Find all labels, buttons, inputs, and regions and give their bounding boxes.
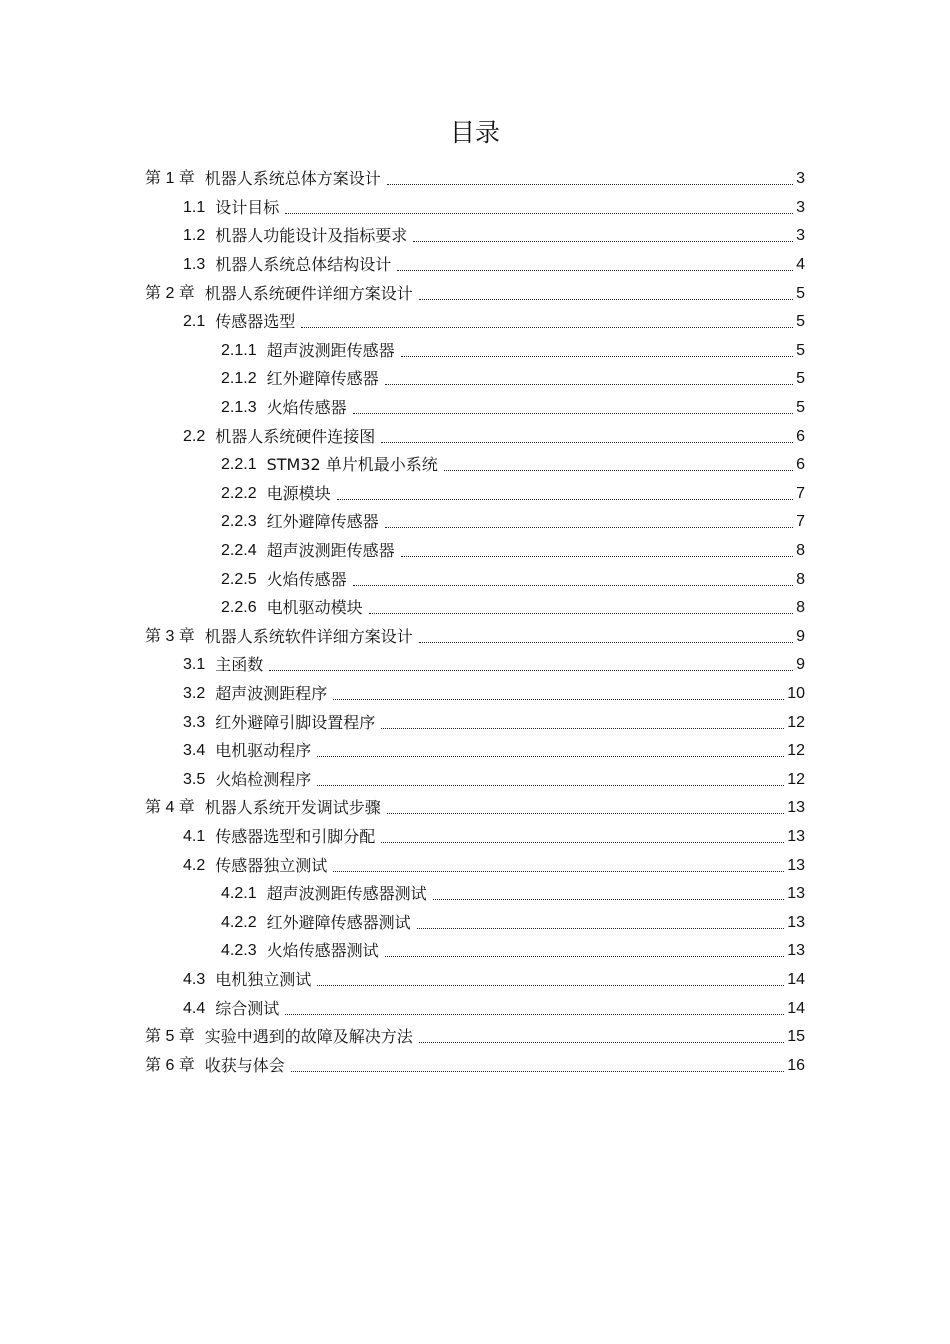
toc-entry[interactable] bbox=[145, 908, 805, 937]
toc-entry-number: 2.1.1 bbox=[221, 341, 257, 359]
toc-entry-title: 电机驱动程序 bbox=[215, 741, 312, 761]
toc-entry[interactable] bbox=[145, 394, 805, 423]
toc-entry-title: 机器人系统总体结构设计 bbox=[215, 255, 392, 275]
toc-entry[interactable] bbox=[145, 422, 805, 451]
toc-entry-page-number: 3 bbox=[796, 227, 805, 245]
toc-entry-title: 电机独立测试 bbox=[215, 969, 312, 989]
toc-entry-title: 机器人功能设计及指标要求 bbox=[215, 226, 408, 246]
toc-entry-page-number: 8 bbox=[796, 570, 805, 588]
dot-leader bbox=[291, 1056, 784, 1076]
toc-entry[interactable] bbox=[145, 851, 805, 880]
toc-entry-number: 4.3 bbox=[183, 970, 206, 988]
toc-entry[interactable] bbox=[145, 308, 805, 337]
toc-entry-number: 3.3 bbox=[183, 713, 206, 731]
toc-entry-page-number: 5 bbox=[796, 341, 805, 359]
dot-leader bbox=[333, 684, 784, 704]
toc-entry-number: 4.2.2 bbox=[221, 913, 257, 931]
toc-entry-page-number: 8 bbox=[796, 542, 805, 560]
toc-entry[interactable] bbox=[145, 737, 805, 766]
toc-entry-page-number: 13 bbox=[787, 885, 805, 903]
toc-entry[interactable] bbox=[145, 966, 805, 995]
toc-entry-page-number: 5 bbox=[796, 313, 805, 331]
toc-entry-title: 设计目标 bbox=[215, 197, 280, 217]
dot-leader bbox=[385, 512, 793, 532]
toc-entry-title: 实验中遇到的故障及解决方法 bbox=[204, 1027, 413, 1047]
dot-leader bbox=[317, 741, 784, 761]
toc-entry-title: 电源模块 bbox=[266, 483, 331, 503]
toc-entry-number: 4.4 bbox=[183, 999, 206, 1017]
dot-leader bbox=[419, 1027, 784, 1047]
toc-entry-title: 红外避障传感器 bbox=[266, 369, 379, 389]
toc-entry[interactable] bbox=[145, 937, 805, 966]
toc-entry-number: 4.1 bbox=[183, 827, 206, 845]
toc-entry-title: 主函数 bbox=[215, 655, 264, 675]
dot-leader bbox=[353, 570, 793, 590]
toc-entry[interactable] bbox=[145, 680, 805, 709]
toc-entry-title: 机器人系统硬件连接图 bbox=[215, 426, 376, 446]
dot-leader bbox=[301, 312, 793, 332]
toc-entry-page-number: 8 bbox=[796, 599, 805, 617]
toc-entry[interactable] bbox=[145, 994, 805, 1023]
dot-leader bbox=[333, 856, 784, 876]
toc-entry-title: 电机驱动模块 bbox=[266, 598, 363, 618]
toc-entry-page-number: 6 bbox=[796, 427, 805, 445]
toc-entry-page-number: 15 bbox=[787, 1028, 805, 1046]
toc-entry-number: 4.2.3 bbox=[221, 942, 257, 960]
toc-entry-page-number: 12 bbox=[787, 770, 805, 788]
toc-entry-title: 红外避障引脚设置程序 bbox=[215, 712, 376, 732]
toc-entry-page-number: 10 bbox=[787, 684, 805, 702]
dot-leader bbox=[397, 255, 793, 275]
toc-entry[interactable] bbox=[145, 651, 805, 680]
toc-entry-number: 第 3 章 bbox=[145, 627, 195, 645]
toc-entry-page-number: 13 bbox=[787, 827, 805, 845]
toc-entry[interactable] bbox=[145, 508, 805, 537]
toc-entry-number: 1.1 bbox=[183, 198, 206, 216]
toc-entry-title: 收获与体会 bbox=[204, 1055, 285, 1075]
toc-list bbox=[145, 165, 805, 1080]
toc-entry[interactable] bbox=[145, 337, 805, 366]
toc-entry-number: 2.1.3 bbox=[221, 399, 257, 417]
toc-entry-number: 第 2 章 bbox=[145, 284, 195, 302]
toc-entry[interactable] bbox=[145, 279, 805, 308]
toc-entry-page-number: 13 bbox=[787, 856, 805, 874]
toc-entry-number: 2.2.3 bbox=[221, 513, 257, 531]
toc-entry-page-number: 13 bbox=[787, 942, 805, 960]
toc-entry-number: 2.1 bbox=[183, 313, 206, 331]
toc-entry-page-number: 3 bbox=[796, 198, 805, 216]
toc-entry[interactable] bbox=[145, 365, 805, 394]
toc-entry-number: 第 1 章 bbox=[145, 170, 195, 188]
toc-entry-number: 2.2.6 bbox=[221, 599, 257, 617]
toc-entry[interactable] bbox=[145, 623, 805, 652]
toc-entry[interactable] bbox=[145, 251, 805, 280]
toc-entry-number: 1.3 bbox=[183, 256, 206, 274]
dot-leader bbox=[413, 226, 793, 246]
toc-entry-title: 火焰检测程序 bbox=[215, 769, 312, 789]
toc-entry-number: 2.2.4 bbox=[221, 542, 257, 560]
toc-entry-number: 4.2.1 bbox=[221, 885, 257, 903]
toc-entry-number: 2.2.5 bbox=[221, 570, 257, 588]
toc-entry-page-number: 14 bbox=[787, 970, 805, 988]
dot-leader bbox=[419, 627, 793, 647]
toc-entry-number: 1.2 bbox=[183, 227, 206, 245]
dot-leader bbox=[381, 827, 784, 847]
toc-entry-page-number: 12 bbox=[787, 713, 805, 731]
toc-entry[interactable] bbox=[145, 565, 805, 594]
toc-entry-title: 超声波测距程序 bbox=[215, 683, 328, 703]
toc-entry-page-number: 3 bbox=[796, 170, 805, 188]
toc-entry-number: 2.1.2 bbox=[221, 370, 257, 388]
toc-entry[interactable] bbox=[145, 222, 805, 251]
toc-entry-page-number: 5 bbox=[796, 370, 805, 388]
toc-entry-page-number: 7 bbox=[796, 484, 805, 502]
dot-leader bbox=[285, 999, 784, 1019]
dot-leader bbox=[444, 455, 793, 475]
toc-entry-page-number: 13 bbox=[787, 913, 805, 931]
toc-entry[interactable] bbox=[145, 480, 805, 509]
dot-leader bbox=[381, 713, 784, 733]
toc-entry-title: 传感器选型 bbox=[215, 312, 296, 332]
toc-entry-title: 红外避障传感器 bbox=[266, 512, 379, 532]
toc-entry-number: 2.2 bbox=[183, 427, 206, 445]
toc-entry-page-number: 14 bbox=[787, 999, 805, 1017]
toc-entry-title: 传感器独立测试 bbox=[215, 855, 328, 875]
toc-entry-number: 4.2 bbox=[183, 856, 206, 874]
toc-entry-title: 超声波测距传感器测试 bbox=[266, 884, 427, 904]
toc-entry-title: 火焰传感器 bbox=[266, 398, 347, 418]
dot-leader bbox=[419, 284, 793, 304]
toc-entry-page-number: 9 bbox=[796, 627, 805, 645]
toc-entry[interactable] bbox=[145, 708, 805, 737]
dot-leader bbox=[317, 970, 784, 990]
toc-entry[interactable] bbox=[145, 765, 805, 794]
toc-entry-number: 3.2 bbox=[183, 684, 206, 702]
toc-entry[interactable] bbox=[145, 165, 805, 194]
toc-entry-page-number: 6 bbox=[796, 456, 805, 474]
dot-leader bbox=[337, 484, 793, 504]
toc-entry-title: STM32 单片机最小系统 bbox=[266, 455, 438, 475]
toc-entry[interactable] bbox=[145, 1051, 805, 1080]
toc-entry-page-number: 12 bbox=[787, 742, 805, 760]
toc-entry[interactable] bbox=[145, 823, 805, 852]
dot-leader bbox=[353, 398, 793, 418]
toc-entry-page-number: 13 bbox=[787, 799, 805, 817]
dot-leader bbox=[285, 198, 793, 218]
toc-entry[interactable] bbox=[145, 1023, 805, 1052]
toc-entry-number: 第 6 章 bbox=[145, 1056, 195, 1074]
dot-leader bbox=[401, 341, 793, 361]
dot-leader bbox=[387, 798, 784, 818]
toc-entry[interactable] bbox=[145, 451, 805, 480]
dot-leader bbox=[417, 913, 785, 933]
dot-leader bbox=[385, 369, 793, 389]
toc-entry-number: 3.5 bbox=[183, 770, 206, 788]
dot-leader bbox=[269, 655, 793, 675]
toc-entry-title: 传感器选型和引脚分配 bbox=[215, 826, 376, 846]
toc-entry-page-number: 5 bbox=[796, 284, 805, 302]
toc-entry[interactable] bbox=[145, 880, 805, 909]
toc-entry-number: 2.2.1 bbox=[221, 456, 257, 474]
toc-entry-title: 机器人系统软件详细方案设计 bbox=[204, 626, 413, 646]
toc-entry-page-number: 4 bbox=[796, 256, 805, 274]
dot-leader bbox=[385, 941, 785, 961]
toc-entry-title: 红外避障传感器测试 bbox=[266, 912, 411, 932]
toc-entry[interactable] bbox=[145, 194, 805, 223]
toc-entry-title: 综合测试 bbox=[215, 998, 280, 1018]
toc-entry-title: 超声波测距传感器 bbox=[266, 541, 395, 561]
toc-entry-page-number: 5 bbox=[796, 399, 805, 417]
dot-leader bbox=[317, 770, 784, 790]
toc-entry-title: 火焰传感器 bbox=[266, 569, 347, 589]
toc-entry-page-number: 7 bbox=[796, 513, 805, 531]
dot-leader bbox=[401, 541, 793, 561]
page-title: 目录 bbox=[449, 118, 500, 147]
toc-entry-title: 机器人系统开发调试步骤 bbox=[204, 798, 381, 818]
toc-entry-page-number: 16 bbox=[787, 1056, 805, 1074]
toc-entry-title: 机器人系统硬件详细方案设计 bbox=[204, 283, 413, 303]
toc-entry-number: 第 5 章 bbox=[145, 1028, 195, 1046]
toc-entry-number: 3.4 bbox=[183, 742, 206, 760]
dot-leader bbox=[381, 427, 793, 447]
toc-entry-title: 火焰传感器测试 bbox=[266, 941, 379, 961]
toc-entry-number: 第 4 章 bbox=[145, 799, 195, 817]
toc-entry-page-number: 9 bbox=[796, 656, 805, 674]
toc-entry-title: 机器人系统总体方案设计 bbox=[204, 169, 381, 189]
toc-entry[interactable] bbox=[145, 594, 805, 623]
toc-entry[interactable] bbox=[145, 794, 805, 823]
toc-entry[interactable] bbox=[145, 537, 805, 566]
toc-entry-number: 2.2.2 bbox=[221, 484, 257, 502]
dot-leader bbox=[387, 169, 793, 189]
dot-leader bbox=[369, 598, 793, 618]
toc-entry-title: 超声波测距传感器 bbox=[266, 340, 395, 360]
toc-entry-number: 3.1 bbox=[183, 656, 206, 674]
dot-leader bbox=[433, 884, 785, 904]
